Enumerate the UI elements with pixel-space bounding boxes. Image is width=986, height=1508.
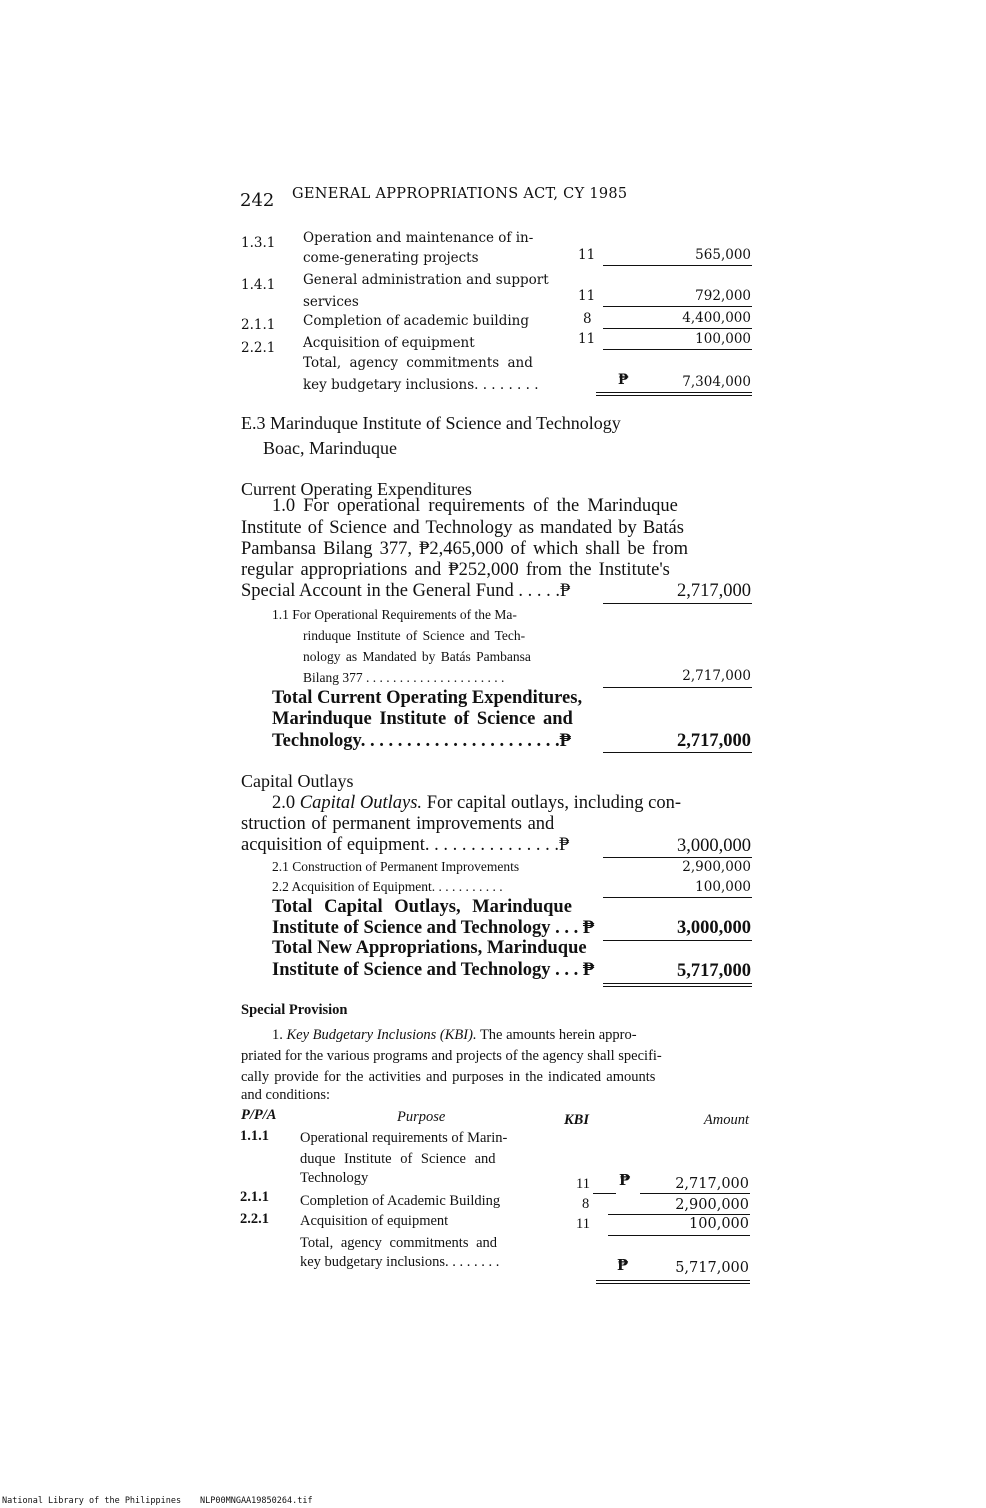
footer-file: NLP00MNGAA19850264.tif — [200, 1496, 313, 1506]
underline — [608, 1235, 750, 1236]
para-line: Pambansa Bilang 377, ₱2,465,000 of which shall be from — [241, 539, 688, 559]
kbi-purpose-cont: come-generating projects — [303, 250, 479, 266]
total-label: Institute of Science and Technology . . . ₱ — [272, 918, 595, 938]
co-item-amount: 100,000 — [695, 879, 751, 895]
sp-amount: 100,000 — [689, 1216, 749, 1232]
underline — [603, 265, 752, 266]
underline — [603, 897, 752, 898]
kbi-amount: 792,000 — [695, 288, 751, 304]
co-item-label: 2.2 Acquisition of Equipment. . . . . . . . . . . — [272, 879, 503, 894]
double-underline — [596, 1280, 750, 1284]
kbi-amount: 565,000 — [695, 247, 751, 263]
grand-total-label: Total New Appropriations, Marinduque — [272, 938, 587, 958]
sp-purpose: Acquisition of equipment — [300, 1213, 449, 1229]
grand-total-label: Institute of Science and Technology . . . ₱ — [272, 960, 595, 980]
sp-purpose-cont: Technology — [300, 1170, 369, 1186]
kbi-total-label: Total, agency commitments and — [303, 355, 533, 371]
co-item-label: 2.1 Construction of Permanent Improvements — [272, 859, 520, 874]
section-heading: Current Operating Expenditures — [241, 479, 472, 499]
sp-purpose: Completion of Academic Building — [300, 1193, 501, 1209]
underline — [603, 687, 752, 688]
sp-purpose: Operational requirements of Marin- — [300, 1130, 508, 1146]
underline — [608, 1214, 750, 1215]
col-header-ppa: P/P/A — [241, 1107, 277, 1123]
para-amount: 2,717,000 — [677, 581, 751, 601]
sp-kbi: 8 — [582, 1196, 590, 1212]
para-text: The amounts herein appro- — [476, 1027, 637, 1043]
para-line: regular appropriations and ₱252,000 from the Institute's — [241, 560, 670, 580]
sp-total-label: Total, agency commitments and — [300, 1235, 498, 1251]
underline — [603, 306, 752, 307]
sp-purpose-cont: duque Institute of Science and — [300, 1151, 496, 1167]
kbi-code: 1.3.1 — [241, 235, 276, 251]
total-label: Total Current Operating Expenditures, — [272, 688, 583, 708]
para-line — [272, 793, 681, 814]
para-line: struction of permanent improvements and — [241, 814, 555, 834]
underline — [640, 1193, 750, 1194]
page-number: 242 — [240, 190, 275, 211]
underline — [593, 1193, 616, 1194]
grand-total-amount: 5,717,000 — [677, 961, 751, 981]
kbi-purpose: Operation and maintenance of in- — [303, 230, 534, 246]
sp-amount: 2,717,000 — [675, 1176, 749, 1192]
section-heading: Special Provision — [241, 1002, 348, 1018]
peso-sign: ₱ — [618, 372, 629, 388]
kbi-purpose: Completion of academic building — [303, 313, 530, 329]
agency-heading: E.3 Marinduque Institute of Science and Technology — [241, 413, 621, 433]
sp-kbi: 11 — [576, 1216, 590, 1232]
para-line: cally provide for the activities and purposes in the indicated amounts — [241, 1069, 656, 1085]
underline — [603, 349, 752, 350]
total-amount: 3,000,000 — [677, 918, 751, 938]
kbi-number: 8 — [583, 311, 592, 327]
para-title: Capital Outlays. — [299, 793, 423, 813]
section-heading: Capital Outlays — [241, 771, 354, 791]
peso-sign: ₱ — [617, 1257, 629, 1274]
col-header-purpose: Purpose — [397, 1109, 446, 1125]
sp-code: 2.2.1 — [240, 1211, 269, 1227]
running-title: GENERAL APPROPRIATIONS ACT, CY 1985 — [292, 186, 628, 202]
double-underline — [596, 392, 752, 396]
kbi-number: 11 — [578, 331, 596, 347]
kbi-total-amount: 7,304,000 — [682, 374, 751, 390]
footer-library: National Library of the Philippines — [2, 1496, 182, 1506]
para-number: 1. — [272, 1027, 287, 1043]
para-line: Special Account in the General Fund . . . . .₱ — [241, 581, 571, 601]
para-line: acquisition of equipment. . . . . . . . . . . . . . .₱ — [241, 835, 570, 855]
kbi-code: 2.1.1 — [241, 317, 276, 333]
para-amount: 3,000,000 — [677, 836, 751, 856]
sub-item-line: rinduque Institute of Science and Tech- — [303, 628, 526, 643]
para-line: priated for the various programs and projects of the agency shall specifi- — [241, 1048, 662, 1064]
kbi-code: 1.4.1 — [241, 277, 276, 293]
kbi-purpose-cont: services — [303, 294, 359, 310]
total-label: Total Capital Outlays, Marinduque — [272, 897, 572, 917]
sp-code: 1.1.1 — [240, 1128, 269, 1144]
kbi-code: 2.2.1 — [241, 340, 276, 356]
kbi-purpose: Acquisition of equipment — [303, 335, 475, 351]
kbi-number: 11 — [578, 288, 596, 304]
agency-location: Boac, Marinduque — [263, 438, 397, 458]
co-item-amount: 2,900,000 — [682, 859, 751, 875]
total-amount: 2,717,000 — [677, 731, 751, 751]
sub-item-line: Bilang 377 . . . . . . . . . . . . . . . . . . . . . — [303, 670, 505, 685]
kbi-purpose: General administration and support — [303, 272, 549, 288]
kbi-number: 11 — [578, 247, 596, 263]
kbi-amount: 4,400,000 — [682, 310, 751, 326]
col-header-amount: Amount — [703, 1112, 749, 1128]
total-label: Technology. . . . . . . . . . . . . . . . . . . . . .₱ — [272, 731, 571, 751]
peso-sign: ₱ — [619, 1172, 631, 1189]
para-line: Institute of Science and Technology as mandated by Batás — [241, 518, 684, 538]
para-text: For capital outlays, including con- — [422, 793, 682, 813]
kbi-amount: 100,000 — [695, 331, 751, 347]
sp-code: 2.1.1 — [240, 1189, 269, 1205]
total-label: Marinduque Institute of Science and — [272, 709, 573, 729]
sub-item-amount: 2,717,000 — [682, 668, 751, 684]
para-number: 2.0 — [272, 793, 300, 813]
para-line — [272, 1027, 637, 1044]
sp-amount: 2,900,000 — [675, 1197, 749, 1213]
kbi-total-label-cont: key budgetary inclusions. . . . . . . . — [303, 377, 539, 393]
para-line: 1.0 For operational requirements of the Marinduque — [272, 496, 678, 516]
underline — [603, 752, 752, 753]
sub-item-line: 1.1 For Operational Requirements of the Ma- — [272, 607, 517, 622]
para-title: Key Budgetary Inclusions (KBI). — [286, 1027, 477, 1043]
para-line: and conditions: — [241, 1087, 331, 1103]
sp-kbi: 11 — [576, 1176, 590, 1192]
double-underline — [603, 983, 752, 987]
sp-total-label-cont: key budgetary inclusions. . . . . . . . — [300, 1254, 500, 1270]
sp-total-amount: 5,717,000 — [675, 1260, 749, 1276]
col-header-kbi: KBI — [564, 1112, 589, 1128]
underline — [603, 328, 752, 329]
underline — [603, 940, 752, 941]
sub-item-line: nology as Mandated by Batás Pambansa — [303, 649, 531, 664]
underline — [603, 857, 752, 858]
underline — [603, 603, 752, 604]
